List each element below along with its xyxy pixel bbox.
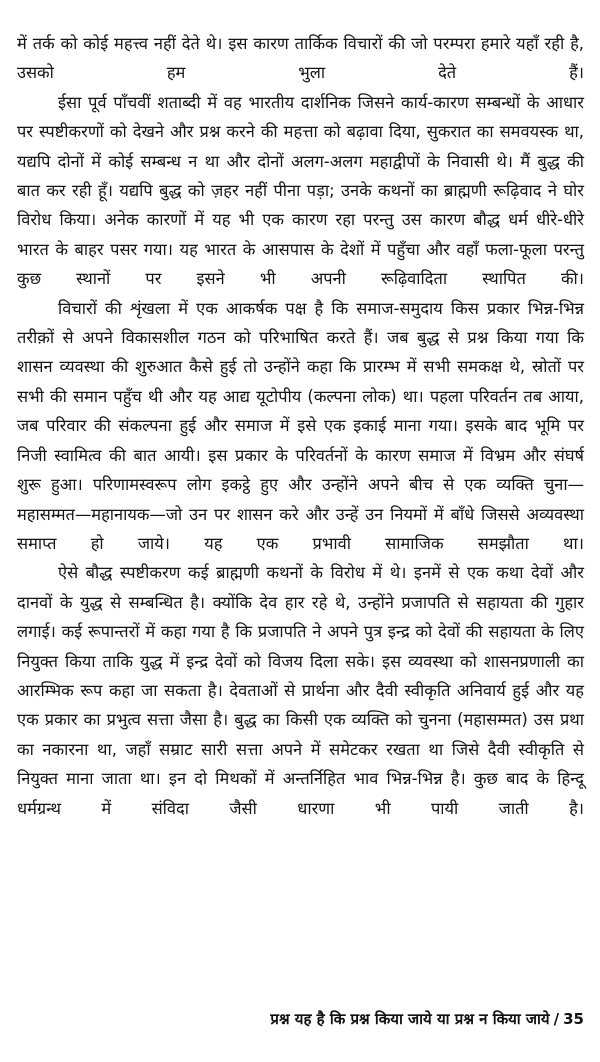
paragraph-buddha-intro: ईसा पूर्व पाँचवीं शताब्दी में वह भारतीय दार्शनिक जिसने कार्य-कारण सम्बन्धों के आधार पर स्पष्टीकरणों को देखने और प्रश्न करने की महत्ता को बढ़ावा दिया, सुकरात का समवयस्क था, यद्यपि दोनों में कोई सम्बन्ध न था और दोनों अलग-अलग महाद्वीपों के निवासी थे। मैं बुद्ध की बात कर रही हूँ। यद्यपि बुद्ध को ज़हर नहीं पीना पड़ा; उनके कथनों का ब्राह्मणी रूढ़िवाद ने घोर विरोध किया। अनेक कारणों में यह भी एक कारण रहा परन्तु उस कारण बौद्ध धर्म धीरे-धीरे भारत के बाहर पसर गया। यह भारत के आसपास के देशों में पहुँचा और वहाँ फला-फूला परन्तु कुछ स्थानों पर इसने भी अपनी रूढ़िवादिता स्थापित की। (17, 92, 584, 289)
paragraph-social-contract: विचारों की शृंखला में एक आकर्षक पक्ष है कि समाज-समुदाय किस प्रकार भिन्न-भिन्न तरीक़ों से अपने विकासशील गठन को परिभाषित करते हैं। जब बुद्ध से प्रश्न किया गया कि शासन व्यवस्था की शुरुआत कैसे हुई तो उन्होंने कहा कि प्रारम्भ में सभी समकक्ष थे, स्रोतों पर सभी की समान पहुँच थी और यह आद्य यूटोपीय (कल्पना लोक) था। पहला परिवर्तन तब आया, जब परिवार की संकल्पना हुई और समाज में इसे एक इकाई माना गया। इसके बाद भूमि पर निजी स्वामित्व की बात आयी। इस प्रकार के परिवर्तनों के कारण समाज में विभ्रम और संघर्ष शुरू हुआ। परिणामस्वरूप लोग इकट्ठे हुए और उन्होंने अपने बीच से एक व्यक्ति चुना—महासम्मत—महानायक—जो उन पर शासन करे और उन्हें उन नियमों में बाँधे जिससे अव्यवस्था समाप्त हो जाये। यह एक प्रभावी सामाजिक समझौता था। (17, 298, 584, 553)
footer-separator: / (553, 1010, 560, 1028)
body-text (17, 29, 584, 823)
paragraph-continuation: में तर्क को कोई महत्त्व नहीं देते थे। इस कारण तार्किक विचारों की जो परम्परा हमारे यहाँ रही है, उसको हम भुला देते हैं। (17, 34, 584, 83)
page-footer (172, 1008, 584, 1030)
paragraph-brahmanical-myths: ऐसे बौद्ध स्पष्टीकरण कई ब्राह्मणी कथनों के विरोध में थे। इनमें से एक कथा देवों और दानवों के युद्ध से सम्बन्धित है। क्योंकि देव हार रहे थे, उन्होंने प्रजापति से सहायता की गुहार लगाई। कई रूपान्तरों में कहा गया है कि प्रजापति ने अपने पुत्र इन्द्र को देवों की सहायता के लिए नियुक्त किया ताकि युद्ध में इन्द्र देवों को विजय दिला सके। इस व्यवस्था को शासनप्रणाली का आरम्भिक रूप कहा जा सकता है। देवताओं से प्रार्थना और दैवी स्वीकृति अनिवार्य हुई और यह एक प्रकार का प्रभुत्व सत्ता जैसा है। बुद्ध का किसी एक व्यक्ति को चुनना (महासम्मत) उस प्रथा का नकारना था, जहाँ सम्राट सारी सत्ता अपने में समेटकर रखता था जिसे दैवी स्वीकृति से नियुक्त माना जाता था। इन दो मिथकों में अन्तर्निहित भाव भिन्न-भिन्न है। कुछ बाद के हिन्दू धर्मग्रन्थ में संविदा जैसी धारणा भी पायी जाती है। (17, 563, 584, 818)
running-title: प्रश्न यह है कि प्रश्न किया जाये या प्रश्न न किया जाये (270, 1010, 550, 1028)
page-number: 35 (563, 1010, 584, 1028)
